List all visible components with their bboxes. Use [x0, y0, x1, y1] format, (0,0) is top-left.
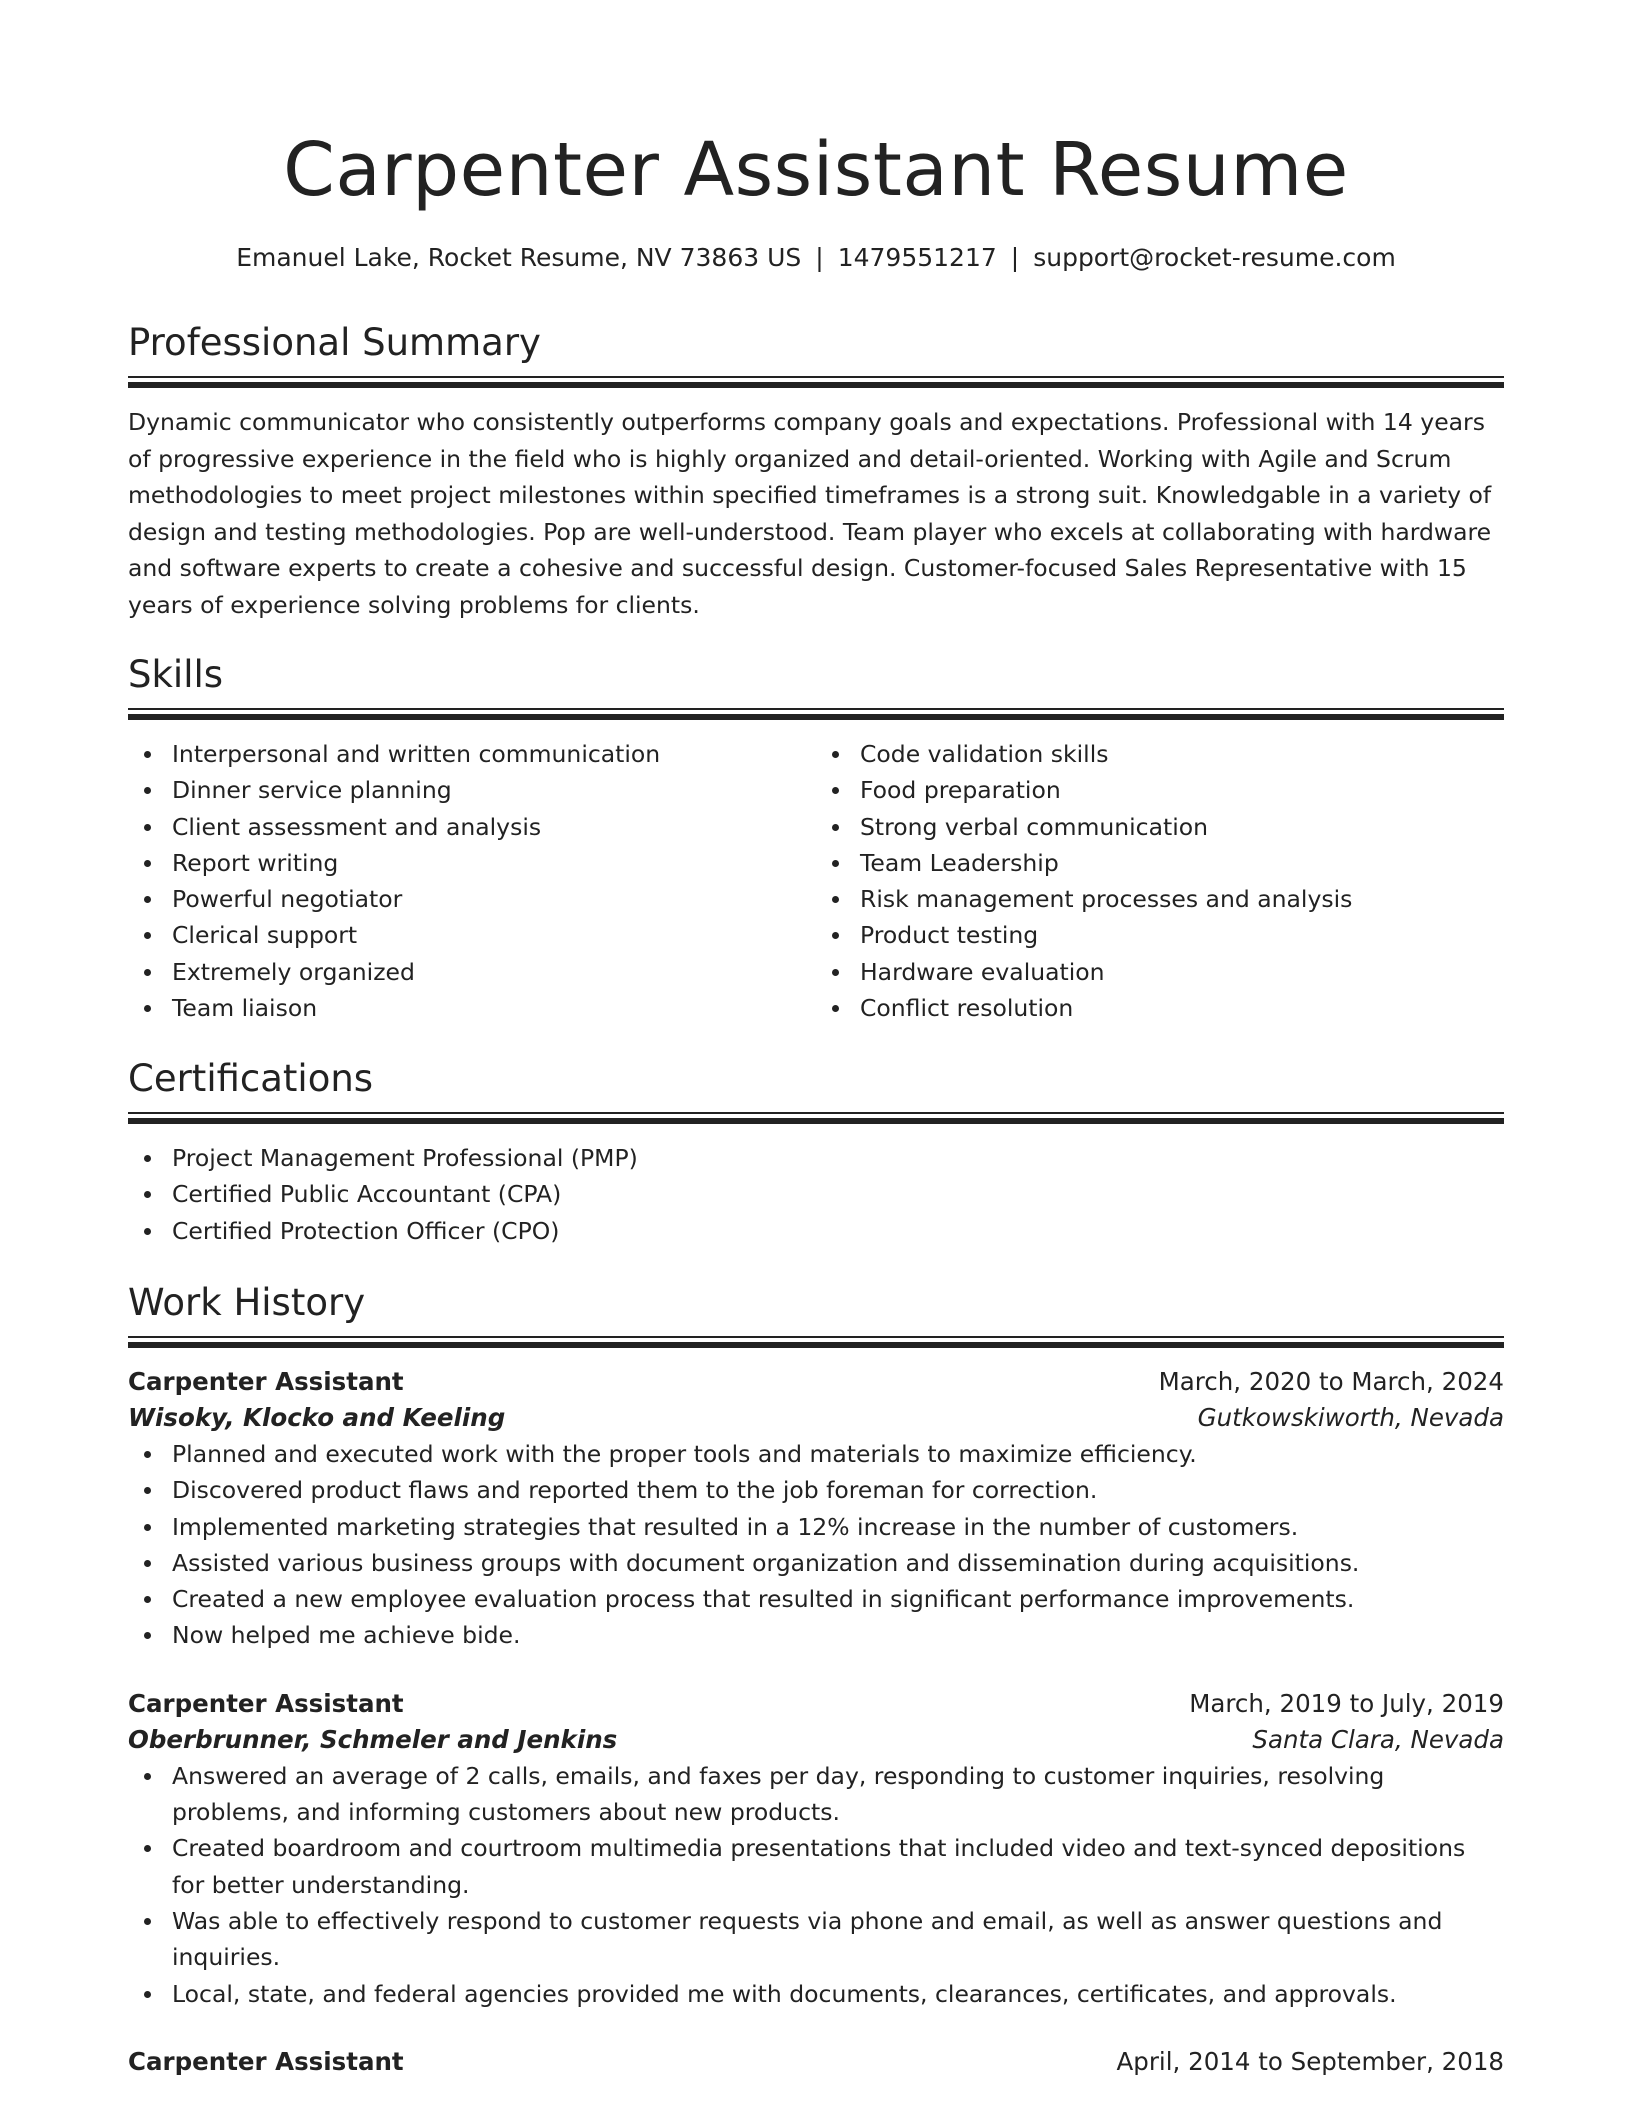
- job-duty: Was able to effectively respond to customer requests via phone and email, as well as answer questions and inquiries.: [172, 1903, 1504, 1976]
- summary-text: Dynamic communicator who consistently outperforms company goals and expectations. Professional with 14 years of progressive experience in the field who is highly organized and detail-oriented. Working with Agile and Scrum methodologies to meet project milestones within specified timeframes is a strong suit. Knowledgable in a variety of design and testing methodologies. Pop are well-understood. Team player who excels at collaborating with hardware and software experts to create a cohesive and successful design. Customer-focused Sales Representative with 15 years of experience solving problems for clients.: [128, 408, 1492, 619]
- contact-separator: |: [1010, 243, 1020, 272]
- section-divider: [128, 708, 1504, 720]
- job-dates: April, 2014 to September, 2018: [1116, 2046, 1504, 2076]
- section-heading-skills: Skills: [128, 653, 224, 696]
- skill-item: Dinner service planning: [172, 772, 816, 808]
- job-duty: Planned and executed work with the proper tools and materials to maximize efficiency.: [172, 1436, 1504, 1472]
- contact-address: Emanuel Lake, Rocket Resume, NV 73863 US: [236, 243, 802, 272]
- job-duty: Answered an average of 2 calls, emails, and faxes per day, responding to customer inquiries, resolving problems, and informing customers about new products.: [172, 1758, 1504, 1831]
- skill-item: Team Leadership: [860, 845, 1504, 881]
- section-divider: [128, 376, 1504, 388]
- skill-item: Conflict resolution: [860, 990, 1504, 1026]
- job-entry: [128, 2044, 1504, 2080]
- job-duties-list: [128, 1436, 1504, 1654]
- skill-item: Food preparation: [860, 772, 1504, 808]
- job-dates: March, 2019 to July, 2019: [1189, 1688, 1504, 1718]
- job-location: Gutkowskiworth, Nevada: [1197, 1403, 1504, 1432]
- section-heading-summary: Professional Summary: [128, 321, 541, 364]
- certifications-list: [128, 1140, 1504, 1249]
- job-duty: Created a new employee evaluation process that resulted in significant performance improvements.: [172, 1581, 1504, 1617]
- section-divider: [128, 1112, 1504, 1124]
- job-duty: Assisted various business groups with document organization and dissemination during acquisitions.: [172, 1545, 1504, 1581]
- section-heading-certifications: Certifications: [128, 1057, 374, 1100]
- section-divider: [128, 1336, 1504, 1348]
- skill-item: Report writing: [172, 845, 816, 881]
- job-company: Wisoky, Klocko and Keeling: [128, 1403, 506, 1432]
- job-duty: Now helped me achieve bide.: [172, 1617, 1504, 1653]
- certifications-section: [128, 1056, 1504, 1249]
- skill-item: Strong verbal communication: [860, 809, 1504, 845]
- contact-phone: 1479551217: [837, 243, 997, 272]
- skills-grid: [128, 736, 1504, 1026]
- job-location: Santa Clara, Nevada: [1252, 1724, 1504, 1754]
- certification-item: Project Management Professional (PMP): [172, 1140, 1504, 1176]
- job-company: Oberbrunner, Schmeler and Jenkins: [128, 1724, 618, 1754]
- job-duty: Local, state, and federal agencies provided me with documents, clearances, certificates, and approvals.: [172, 1976, 1504, 2012]
- skills-section: [128, 652, 1504, 1026]
- resume-page: [128, 0, 1504, 2076]
- skill-item: Client assessment and analysis: [172, 809, 816, 845]
- job-title: Carpenter Assistant: [128, 2046, 404, 2076]
- contact-line: [128, 242, 1504, 274]
- section-heading-work-history: Work History: [128, 1281, 366, 1324]
- certification-item: Certified Protection Officer (CPO): [172, 1213, 1504, 1249]
- job-dates: March, 2020 to March, 2024: [1158, 1367, 1504, 1396]
- job-entry: [128, 1686, 1504, 2012]
- job-subheader: [128, 1400, 1504, 1436]
- skill-item: Powerful negotiator: [172, 881, 816, 917]
- skill-item: Interpersonal and written communication: [172, 736, 816, 772]
- skill-item: Product testing: [860, 917, 1504, 953]
- job-header: [128, 2044, 1504, 2080]
- contact-email[interactable]: support@rocket-resume.com: [1033, 243, 1396, 272]
- job-entry: [128, 1364, 1504, 1654]
- skill-item: Clerical support: [172, 917, 816, 953]
- job-duties-list: [128, 1758, 1504, 2012]
- skills-list-left: [128, 736, 816, 1026]
- skill-item: Code validation skills: [860, 736, 1504, 772]
- resume-title: Carpenter Assistant Resume: [283, 127, 1349, 213]
- skill-item: Team liaison: [172, 990, 816, 1026]
- job-duty: Implemented marketing strategies that resulted in a 12% increase in the number of customers.: [172, 1509, 1504, 1545]
- skill-item: Extremely organized: [172, 954, 816, 990]
- certification-item: Certified Public Accountant (CPA): [172, 1176, 1504, 1212]
- job-title: Carpenter Assistant: [128, 1367, 404, 1396]
- skills-list-right: [816, 736, 1504, 1026]
- work-history-section: [128, 1280, 1504, 2080]
- job-duty: Discovered product flaws and reported them to the job foreman for correction.: [172, 1472, 1504, 1508]
- job-duty: Created boardroom and courtroom multimedia presentations that included video and text-synced depositions for better understanding.: [172, 1830, 1504, 1903]
- contact-separator: |: [815, 243, 824, 272]
- skill-item: Risk management processes and analysis: [860, 881, 1504, 917]
- job-subheader: [128, 1722, 1504, 1758]
- professional-summary-section: [128, 320, 1504, 623]
- job-title: Carpenter Assistant: [128, 1688, 404, 1718]
- job-header: [128, 1686, 1504, 1722]
- job-header: [128, 1364, 1504, 1400]
- skill-item: Hardware evaluation: [860, 954, 1504, 990]
